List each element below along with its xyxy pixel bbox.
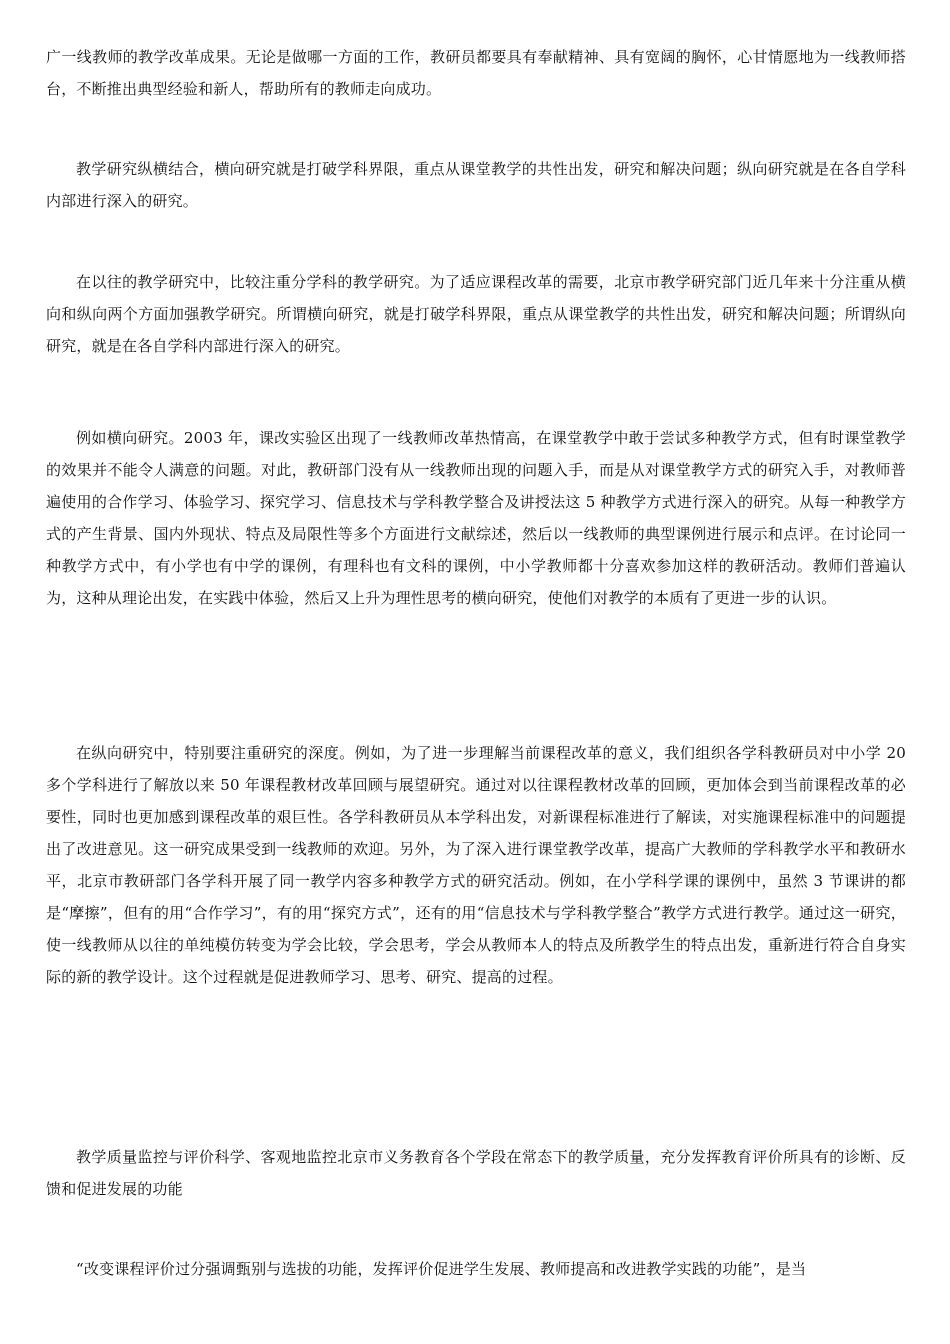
paragraph-past-research: 在以往的教学研究中，比较注重分学科的教学研究。为了适应课程改革的需要，北京市教学研究部门近几年来十分注重从横向和纵向两个方面加强教学研究。所谓横向研究，就是打破学科界限，重点从课堂教学的共性出发，研究和解决问题；所谓纵向研究，就是在各自学科内部进行深入的研究。 bbox=[46, 273, 906, 355]
paragraph-horizontal-example: 例如横向研究。2003 年，课改实验区出现了一线教师改革热情高，在课堂教学中敢于尝试多种教学方式，但有时课堂教学的效果并不能令人满意的问题。对此，教研部门没有从一线教师出现的问题入手，而是从对课堂教学方式的研究入手，对教师普遍使用的合作学习、体验学习、探究学习、信息技术与学科教学整合及讲授法这 5 种教学方式进行深入的研究。从每一种教学方式的产生背景、国内外现状、特点及局限性等多个方面进行文献综述，然后以一线教师的典型课例进行展示和点评。在讨论同一种教学方式中，有小学也有中学的课例，有理科也有文科的课例，中小学教师都十分喜欢参加这样的教研活动。教师们普遍认为，这种从理论出发，在实践中体验，然后又上升为理性思考的横向研究，使他们对教学的本质有了更进一步的认识。 bbox=[46, 429, 906, 607]
paragraph-vertical-horizontal-research: 教学研究纵横结合，横向研究就是打破学科界限，重点从课堂教学的共性出发，研究和解决问题；纵向研究就是在各自学科内部进行深入的研究。 bbox=[46, 160, 906, 210]
paragraph-continued: 广一线教师的教学改革成果。无论是做哪一方面的工作，教研员都要具有奉献精神、具有宽阔的胸怀，心甘情愿地为一线教师搭台，不断推出典型经验和新人，帮助所有的教师走向成功。 bbox=[46, 48, 906, 98]
paragraph-evaluation-quote: “改变课程评价过分强调甄别与选拔的功能，发挥评价促进学生发展、教师提高和改进教学实践的功能”，是当 bbox=[76, 1260, 807, 1278]
paragraph-vertical-depth: 在纵向研究中，特别要注重研究的深度。例如，为了进一步理解当前课程改革的意义，我们组织各学科教研员对中小学 20 多个学科进行了解放以来 50 年课程教材改革回顾与展望研究。通过对以往课程教材改革的回顾，更加体会到当前课程改革的必要性，同时也更加感到课程改革的艰巨性。各学科教研员从本学科出发，对新课程标准进行了解读，对实施课程标准中的问题提出了改进意见。这一研究成果受到一线教师的欢迎。另外，为了深入进行课堂教学改革，提高广大教师的学科教学水平和教研水平，北京市教研部门各学科开展了同一教学内容多种教学方式的研究活动。例如，在小学科学课的课例中，虽然 3 节课讲的都是“摩擦”，但有的用“合作学习”，有的用“探究方式”，还有的用“信息技术与学科教学整合”教学方式进行教学。通过这一研究，使一线教师从以往的单纯模仿转变为学会比较，学会思考，学会从教师本人的特点及所教学生的特点出发，重新进行符合自身实际的新的教学设计。这个过程就是促进教师学习、思考、研究、提高的过程。 bbox=[46, 744, 906, 986]
paragraph-quality-monitoring: 教学质量监控与评价科学、客观地监控北京市义务教育各个学段在常态下的教学质量，充分发挥教育评价所具有的诊断、反馈和促进发展的功能 bbox=[46, 1148, 906, 1198]
